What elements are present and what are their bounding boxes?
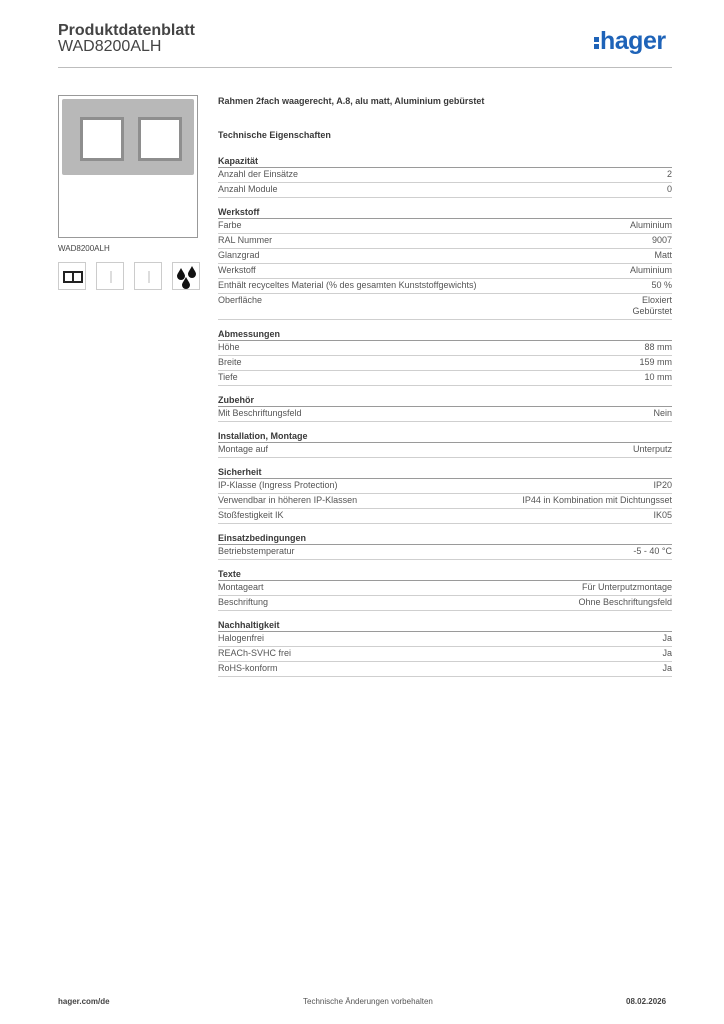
property-row xyxy=(218,443,672,458)
logo-text: hager xyxy=(600,27,666,55)
property-value: 2 xyxy=(666,169,672,179)
property-value: Ja xyxy=(662,663,672,673)
property-label: Halogenfrei xyxy=(218,633,265,643)
property-label: REACh-SVHC frei xyxy=(218,648,292,658)
property-label: Betriebstemperatur xyxy=(218,546,295,556)
property-label: Beschriftung xyxy=(218,597,269,607)
property-value: Unterputz xyxy=(632,444,672,454)
section-einsatzbedingungen xyxy=(218,532,672,560)
frame-opening-left xyxy=(80,117,124,161)
section-title: Abmessungen xyxy=(218,328,672,341)
property-value: Matt xyxy=(654,250,672,260)
property-label: Montageart xyxy=(218,582,264,592)
section-abmessungen xyxy=(218,328,672,386)
property-label: RAL Nummer xyxy=(218,235,273,245)
property-value: Ja xyxy=(662,633,672,643)
property-value-line: Gebürstet xyxy=(632,306,672,316)
property-value: Für Unterputzmontage xyxy=(581,582,672,592)
property-row xyxy=(218,407,672,422)
property-row xyxy=(218,662,672,677)
footer-website-link[interactable]: hager.com/de xyxy=(58,997,110,1006)
property-label: Anzahl Module xyxy=(218,184,278,194)
property-row xyxy=(218,249,672,264)
property-label: Tiefe xyxy=(218,372,238,382)
product-image xyxy=(58,95,198,238)
property-row xyxy=(218,545,672,560)
blank-tile-icon xyxy=(96,262,124,290)
technical-properties xyxy=(218,155,672,685)
property-row xyxy=(218,632,672,647)
property-label: Mit Beschriftungsfeld xyxy=(218,408,302,418)
section-title: Werkstoff xyxy=(218,206,672,219)
property-row xyxy=(218,371,672,386)
property-value: 0 xyxy=(666,184,672,194)
section-title: Kapazität xyxy=(218,155,672,168)
property-row xyxy=(218,264,672,279)
hager-logo xyxy=(594,27,666,57)
property-row xyxy=(218,509,672,524)
property-row xyxy=(218,494,672,509)
property-label: Montage auf xyxy=(218,444,269,454)
property-value: Aluminium xyxy=(629,220,672,230)
property-value: IP20 xyxy=(653,480,672,490)
property-row xyxy=(218,596,672,611)
property-value: Ja xyxy=(662,648,672,658)
blank-tile-icon xyxy=(134,262,162,290)
property-value: -5 - 40 °C xyxy=(633,546,672,556)
property-row xyxy=(218,356,672,371)
technical-properties-heading: Technische Eigenschaften xyxy=(218,130,331,140)
property-value xyxy=(632,295,672,317)
property-value: 50 % xyxy=(651,280,672,290)
section-nachhaltigkeit xyxy=(218,619,672,677)
product-description: Rahmen 2fach waagerecht, A.8, alu matt, Aluminium gebürstet xyxy=(218,96,485,106)
double-frame-icon xyxy=(58,262,86,290)
section-title: Sicherheit xyxy=(218,466,672,479)
property-label: Stoßfestigkeit IK xyxy=(218,510,284,520)
property-row xyxy=(218,294,672,320)
footer-date: 08.02.2026 xyxy=(626,997,667,1006)
property-value: 9007 xyxy=(651,235,672,245)
section-title: Zubehör xyxy=(218,394,672,407)
section-sicherheit xyxy=(218,466,672,524)
property-value: Nein xyxy=(653,408,672,418)
section-werkstoff xyxy=(218,206,672,320)
section-texte xyxy=(218,568,672,611)
property-row xyxy=(218,581,672,596)
section-kapazitaet xyxy=(218,155,672,198)
property-label: Höhe xyxy=(218,342,240,352)
section-installation xyxy=(218,430,672,458)
property-row xyxy=(218,341,672,356)
property-label: Glanzgrad xyxy=(218,250,260,260)
property-value: IK05 xyxy=(653,510,672,520)
product-image-caption: WAD8200ALH xyxy=(58,244,110,253)
section-title: Installation, Montage xyxy=(218,430,672,443)
section-title: Nachhaltigkeit xyxy=(218,619,672,632)
property-value: IP44 in Kombination mit Dichtungsset xyxy=(522,495,672,505)
property-label: Farbe xyxy=(218,220,242,230)
property-row xyxy=(218,479,672,494)
property-label: Enthält recyceltes Material (% des gesamten Kunststoffgewichts) xyxy=(218,280,477,290)
frame-opening-right xyxy=(138,117,182,161)
property-label: RoHS-konform xyxy=(218,663,278,673)
property-row xyxy=(218,647,672,662)
property-value-line: Eloxiert xyxy=(641,295,672,305)
section-title: Einsatzbedingungen xyxy=(218,532,672,545)
property-row xyxy=(218,234,672,249)
property-row xyxy=(218,183,672,198)
property-row xyxy=(218,219,672,234)
footer-disclaimer: Technische Änderungen vorbehalten xyxy=(303,997,433,1006)
property-value: Aluminium xyxy=(629,265,672,275)
section-zubehoer xyxy=(218,394,672,422)
property-value: Ohne Beschriftungsfeld xyxy=(578,597,672,607)
frame-illustration xyxy=(62,99,194,175)
property-label: Verwendbar in höheren IP-Klassen xyxy=(218,495,358,505)
property-row xyxy=(218,279,672,294)
header-divider xyxy=(58,67,672,68)
property-value: 10 mm xyxy=(644,372,672,382)
property-label: Anzahl der Einsätze xyxy=(218,169,299,179)
section-title: Texte xyxy=(218,568,672,581)
property-label: Breite xyxy=(218,357,242,367)
property-label: Werkstoff xyxy=(218,265,256,275)
product-number-heading: WAD8200ALH xyxy=(58,38,162,55)
property-label: Oberfläche xyxy=(218,295,263,305)
document-title: Produktdatenblatt xyxy=(58,22,195,39)
water-drops-icon xyxy=(172,262,200,290)
property-row xyxy=(218,168,672,183)
property-label: IP-Klasse (Ingress Protection) xyxy=(218,480,338,490)
property-value: 159 mm xyxy=(639,357,672,367)
property-value: 88 mm xyxy=(644,342,672,352)
